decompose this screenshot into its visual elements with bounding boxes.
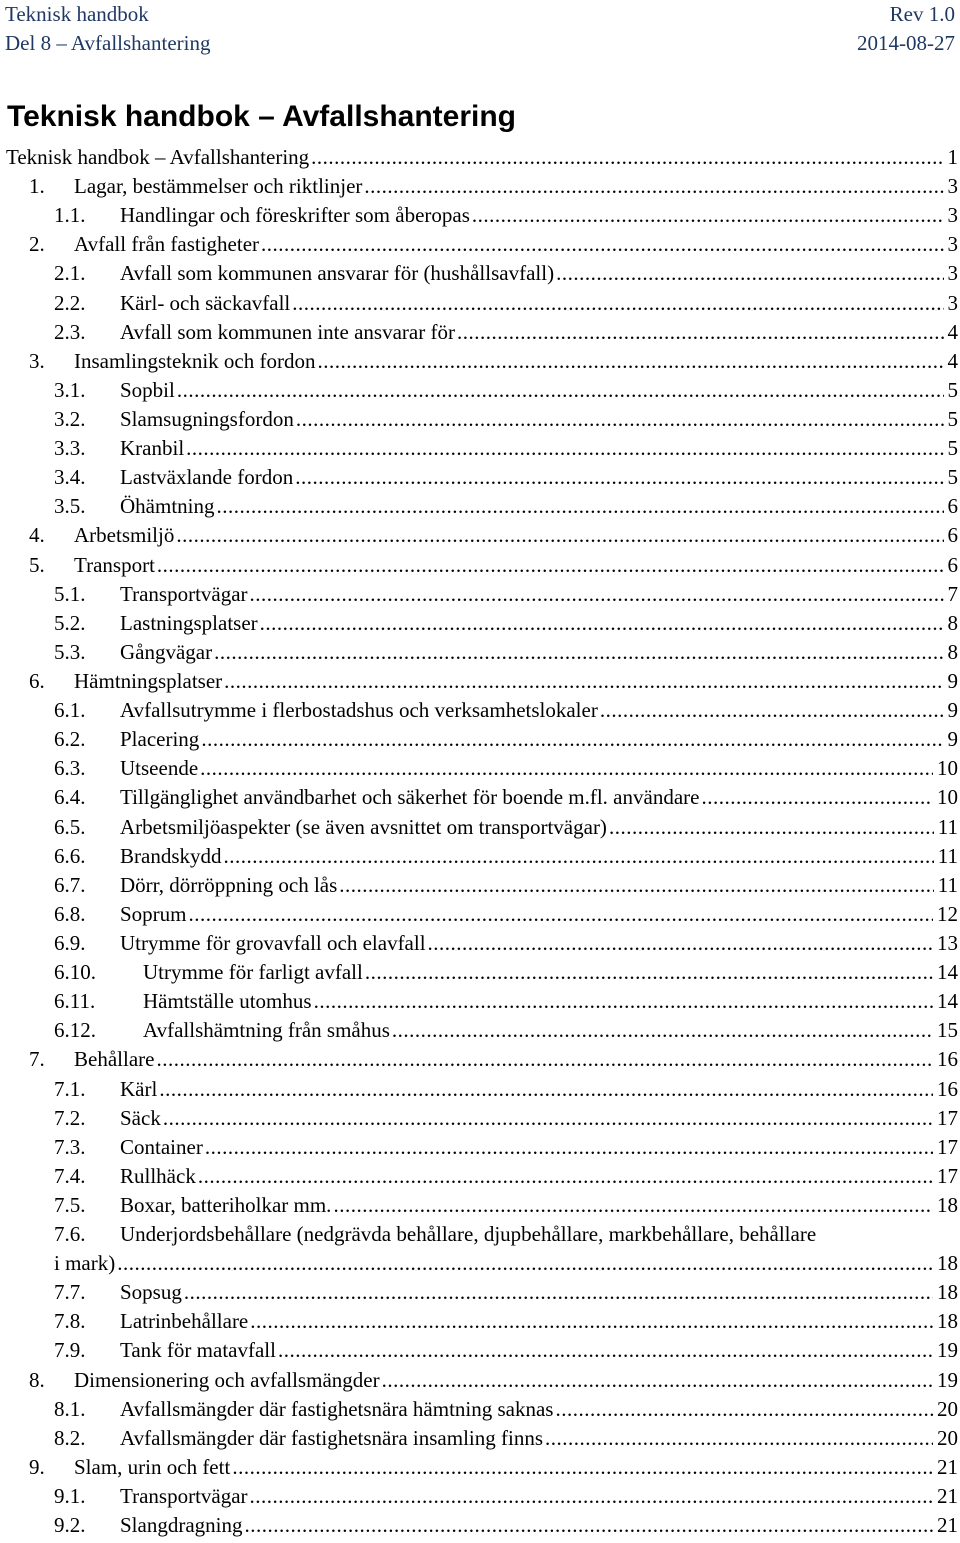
toc-entry-title: Dimensionering och avfallsmängder — [74, 1367, 380, 1392]
toc-page-number: 17 — [937, 1163, 958, 1188]
toc-entry-title: Teknisk handbok – Avfallshantering — [6, 145, 310, 169]
toc-page-number: 20 — [937, 1425, 958, 1450]
toc-entry[interactable] — [0, 1307, 960, 1336]
toc-entry-number: 9. — [29, 1454, 45, 1479]
toc-entry-title: Slam, urin och fett — [74, 1454, 231, 1479]
toc-entry-title: Avfall som kommunen inte ansvarar för — [120, 319, 455, 344]
toc-page-number: 5 — [947, 406, 958, 431]
header-section-name: Del 8 – Avfallshantering — [5, 31, 211, 55]
toc-entry[interactable] — [0, 1016, 960, 1045]
toc-entry[interactable] — [0, 813, 960, 842]
toc-page-number: 3 — [947, 174, 958, 199]
toc-page-number: 19 — [937, 1338, 958, 1363]
toc-page-number: 3 — [947, 290, 958, 315]
toc-page-number: 13 — [937, 930, 958, 955]
toc-page-number: 3 — [947, 261, 958, 286]
toc-page-number: 14 — [937, 960, 958, 985]
toc-entry[interactable] — [0, 376, 960, 405]
toc-entry-title: Handlingar och föreskrifter som åberopas — [120, 203, 470, 228]
toc-entry-title: Utrymme för farligt avfall — [143, 960, 363, 985]
toc-entry-number: 8.2. — [54, 1425, 86, 1450]
toc-entry[interactable] — [0, 1482, 960, 1511]
toc-entry-number: 7.6. — [54, 1222, 86, 1247]
toc-entry-number: 6.11. — [54, 989, 96, 1014]
toc-entry-line — [54, 871, 958, 900]
toc-entry-title: Dörr, dörröppning och lås — [120, 872, 338, 897]
toc-entry-title: Boxar, batteriholkar mm. — [120, 1192, 332, 1217]
toc-page-number: 8 — [947, 610, 958, 635]
toc-entry-title: Underjordsbehållare (nedgrävda behållare, djupbehållare, markbehållare, behållare — [120, 1222, 817, 1247]
toc-dot-leader — [317, 347, 943, 376]
toc-entry-title: Arbetsmiljöaspekter (se även avsnittet om transportvägar) — [120, 814, 607, 839]
toc-dot-leader — [701, 783, 933, 812]
toc-entry[interactable] — [0, 1220, 960, 1249]
toc-dot-leader — [224, 842, 934, 871]
toc-entry-number: 7.2. — [54, 1105, 86, 1130]
toc-dot-leader — [200, 754, 933, 783]
toc-entry-line — [54, 580, 958, 609]
toc-entry[interactable] — [0, 929, 960, 958]
toc-entry-line — [29, 172, 958, 201]
toc-dot-leader — [224, 667, 943, 696]
toc-entry[interactable] — [0, 1453, 960, 1482]
toc-entry-title: Kärl — [120, 1076, 158, 1101]
toc-page-number: 21 — [937, 1454, 958, 1479]
toc-page-number: 7 — [947, 581, 958, 606]
toc-entry-number: 6.8. — [54, 901, 86, 926]
toc-entry[interactable] — [0, 405, 960, 434]
toc-entry-line — [54, 1278, 958, 1307]
toc-entry-title: Transportvägar — [120, 1484, 248, 1509]
toc-entry-title: Hämtställe utomhus — [143, 989, 312, 1014]
toc-dot-leader — [365, 958, 933, 987]
toc-page-number: 4 — [947, 348, 958, 373]
toc-page-number: 5 — [947, 377, 958, 402]
toc-entry[interactable] — [0, 638, 960, 667]
toc-entry-number: 6.6. — [54, 843, 86, 868]
toc-page-number: 4 — [947, 319, 958, 344]
toc-entry-line — [54, 987, 958, 1016]
toc-entry-number: 3.5. — [54, 494, 86, 519]
toc-entry-line — [54, 1191, 958, 1220]
toc-entry[interactable] — [0, 1045, 960, 1074]
toc-entry[interactable] — [0, 987, 960, 1016]
toc-page-number: 18 — [937, 1192, 958, 1217]
toc-entry[interactable] — [0, 1278, 960, 1307]
toc-page-number: 10 — [937, 756, 958, 781]
toc-entry-title: Avfall från fastigheter — [74, 232, 260, 257]
toc-entry-line — [54, 1424, 958, 1453]
toc-entry-number: 1.1. — [54, 203, 86, 228]
header-doc-name: Teknisk handbok — [5, 2, 149, 26]
toc-dot-leader — [177, 376, 944, 405]
toc-dot-leader — [157, 551, 944, 580]
toc-page-number: 10 — [937, 785, 958, 810]
toc-entry-title: Avfallshämtning från småhus — [143, 1018, 390, 1043]
toc-entry-line — [54, 1016, 958, 1045]
toc-page-number: 15 — [937, 1018, 958, 1043]
toc-entry-title: Avfallsmängder där fastighetsnära insamling finns — [120, 1425, 543, 1450]
toc-entry-title: i mark) — [54, 1251, 116, 1276]
toc-entry-line — [54, 609, 958, 638]
toc-entry[interactable] — [0, 1104, 960, 1133]
toc-entry[interactable] — [0, 1075, 960, 1104]
toc-dot-leader — [392, 1016, 933, 1045]
toc-dot-leader — [333, 1191, 933, 1220]
toc-page-number: 17 — [937, 1105, 958, 1130]
toc-entry[interactable] — [0, 1511, 960, 1540]
toc-page-number: 1 — [947, 145, 958, 169]
toc-dot-leader — [186, 434, 943, 463]
toc-page-number: 16 — [937, 1047, 958, 1072]
toc-entry-number: 6. — [29, 668, 45, 693]
toc-dot-leader — [260, 609, 944, 638]
toc-entry-line — [54, 289, 958, 318]
toc-entry-line — [54, 1249, 958, 1278]
toc-entry-line — [54, 813, 958, 842]
toc-entry-line — [29, 1045, 958, 1074]
toc-entry[interactable] — [0, 1133, 960, 1162]
toc-entry-title: Utrymme för grovavfall och elavfall — [120, 930, 426, 955]
toc-dot-leader — [556, 259, 943, 288]
toc-entry-title: Container — [120, 1134, 203, 1159]
toc-entry-line — [54, 259, 958, 288]
toc-entry-line — [6, 143, 958, 172]
toc-entry-title: Lastväxlande fordon — [120, 465, 294, 490]
toc-page-number: 11 — [937, 843, 958, 868]
toc-dot-leader — [296, 405, 944, 434]
toc-dot-leader — [545, 1424, 933, 1453]
toc-entry-title: Placering — [120, 727, 200, 752]
toc-entry-title: Säck — [120, 1105, 161, 1130]
toc-entry-line — [54, 201, 958, 230]
toc-entry-title: Brandskydd — [120, 843, 222, 868]
toc-entry[interactable] — [0, 609, 960, 638]
toc-entry-number: 6.12. — [54, 1018, 96, 1043]
toc-entry[interactable] — [0, 463, 960, 492]
toc-dot-leader — [600, 696, 944, 725]
toc-entry-title: Latrinbehållare — [120, 1309, 249, 1334]
toc-entry[interactable] — [0, 842, 960, 871]
toc-page-number: 8 — [947, 639, 958, 664]
toc-entry-number: 3.3. — [54, 436, 86, 461]
toc-page-number: 21 — [937, 1513, 958, 1538]
toc-entry-number: 6.1. — [54, 698, 86, 723]
toc-entry-title: Rullhäck — [120, 1163, 196, 1188]
toc-entry-number: 6.7. — [54, 872, 86, 897]
toc-entry-line — [29, 521, 958, 550]
toc-entry-line — [54, 929, 958, 958]
toc-dot-leader — [295, 463, 943, 492]
toc-entry-title: Avfallsutrymme i flerbostadshus och verksamhetslokaler — [120, 698, 598, 723]
toc-entry-title: Slamsugningsfordon — [120, 406, 294, 431]
toc-dot-leader — [472, 201, 944, 230]
toc-entry-number: 7.5. — [54, 1192, 86, 1217]
toc-dot-leader — [156, 1045, 933, 1074]
toc-entry-title: Lagar, bestämmelser och riktlinjer — [74, 174, 363, 199]
toc-page-number: 14 — [937, 989, 958, 1014]
toc-entry[interactable] — [0, 754, 960, 783]
toc-entry-line — [54, 783, 958, 812]
toc-entry-line — [29, 551, 958, 580]
toc-dot-leader — [609, 813, 934, 842]
toc-entry-line — [54, 1482, 958, 1511]
toc-entry-line — [54, 1220, 818, 1249]
toc-entry-title: Hämtningsplatser — [74, 668, 223, 693]
toc-entry-number: 2.1. — [54, 261, 86, 286]
toc-entry-number: 3. — [29, 348, 45, 373]
toc-entry-title: Kärl- och säckavfall — [120, 290, 291, 315]
toc-page-number: 16 — [937, 1076, 958, 1101]
toc-entry[interactable] — [0, 521, 960, 550]
toc-entry-title: Avfall som kommunen ansvarar för (hushållsavfall) — [120, 261, 555, 286]
toc-entry-line — [54, 376, 958, 405]
toc-entry-line — [54, 1075, 958, 1104]
toc-page-number: 11 — [937, 814, 958, 839]
toc-entry-title: Gångvägar — [120, 639, 213, 664]
toc-entry[interactable] — [0, 143, 960, 172]
toc-page-number: 18 — [937, 1280, 958, 1305]
toc-dot-leader — [250, 580, 944, 609]
toc-entry[interactable] — [0, 1249, 960, 1278]
toc-entry-line — [29, 1366, 958, 1395]
toc-page-number: 18 — [937, 1309, 958, 1334]
toc-entry-number: 3.4. — [54, 465, 86, 490]
toc-dot-leader — [244, 1511, 933, 1540]
toc-entry-line — [29, 230, 958, 259]
toc-page-number: 6 — [947, 523, 958, 548]
toc-page-number: 3 — [947, 232, 958, 257]
toc-entry[interactable] — [0, 871, 960, 900]
toc-entry-number: 5.3. — [54, 639, 86, 664]
toc-entry-number: 7.3. — [54, 1134, 86, 1159]
toc-entry-line — [54, 434, 958, 463]
toc-entry-title: Arbetsmiljö — [74, 523, 175, 548]
page-title: Teknisk handbok – Avfallshantering — [7, 100, 517, 133]
toc-dot-leader — [217, 492, 944, 521]
toc-dot-leader — [189, 900, 933, 929]
toc-dot-leader — [364, 172, 943, 201]
toc-entry-line — [54, 1511, 958, 1540]
toc-page-number: 9 — [947, 727, 958, 752]
toc-entry[interactable] — [0, 725, 960, 754]
toc-entry[interactable] — [0, 551, 960, 580]
toc-dot-leader — [311, 143, 943, 172]
toc-entry-line — [54, 1336, 958, 1365]
toc-page-number: 20 — [937, 1396, 958, 1421]
toc-entry[interactable] — [0, 958, 960, 987]
toc-dot-leader — [314, 987, 933, 1016]
toc-entry-title: Lastningsplatser — [120, 610, 258, 635]
toc-entry[interactable] — [0, 201, 960, 230]
toc-entry-number: 6.3. — [54, 756, 86, 781]
toc-entry[interactable] — [0, 434, 960, 463]
toc-entry-title: Tillgänglighet användbarhet och säkerhet för boende m.fl. användare — [120, 785, 700, 810]
toc-entry-number: 7.4. — [54, 1163, 86, 1188]
toc-dot-leader — [163, 1104, 933, 1133]
toc-entry-number: 3.2. — [54, 406, 86, 431]
toc-page-number: 5 — [947, 436, 958, 461]
toc-dot-leader — [176, 521, 943, 550]
toc-entry[interactable] — [0, 1336, 960, 1365]
toc-entry-number: 7. — [29, 1047, 45, 1072]
toc-entry-number: 7.1. — [54, 1076, 86, 1101]
toc-dot-leader — [250, 1307, 933, 1336]
toc-dot-leader — [250, 1482, 933, 1511]
toc-entry-title: Transportvägar — [120, 581, 248, 606]
toc-dot-leader — [292, 289, 943, 318]
toc-entry-title: Soprum — [120, 901, 187, 926]
toc-dot-leader — [339, 871, 933, 900]
toc-entry-number: 8.1. — [54, 1396, 86, 1421]
toc-dot-leader — [261, 230, 943, 259]
toc-entry-line — [54, 842, 958, 871]
toc-entry[interactable] — [0, 696, 960, 725]
toc-page-number: 12 — [937, 901, 958, 926]
toc-entry[interactable] — [0, 1191, 960, 1220]
toc-dot-leader — [555, 1395, 933, 1424]
toc-entry-number: 8. — [29, 1367, 45, 1392]
toc-entry-number: 9.2. — [54, 1513, 86, 1538]
toc-entry[interactable] — [0, 667, 960, 696]
toc-entry-number: 9.1. — [54, 1484, 86, 1509]
toc-entry[interactable] — [0, 347, 960, 376]
toc-dot-leader — [117, 1249, 933, 1278]
toc-dot-leader — [278, 1336, 933, 1365]
toc-entry[interactable] — [0, 289, 960, 318]
toc-entry-number: 6.10. — [54, 960, 96, 985]
toc-entry-title: Utseende — [120, 756, 199, 781]
toc-entry-line — [54, 405, 958, 434]
toc-page-number: 17 — [937, 1134, 958, 1159]
toc-entry-line — [54, 1104, 958, 1133]
toc-entry-line — [29, 1453, 958, 1482]
toc-entry-number: 2.2. — [54, 290, 86, 315]
toc-entry-line — [54, 1133, 958, 1162]
toc-entry-line — [54, 696, 958, 725]
toc-entry-number: 6.9. — [54, 930, 86, 955]
toc-page-number: 21 — [937, 1484, 958, 1509]
toc-entry-title: Öhämtning — [120, 494, 215, 519]
toc-entry[interactable] — [0, 172, 960, 201]
toc-page-number: 5 — [947, 465, 958, 490]
toc-entry[interactable] — [0, 492, 960, 521]
toc-page-number: 18 — [937, 1251, 958, 1276]
table-of-contents — [0, 143, 960, 1540]
toc-entry-line — [54, 318, 958, 347]
toc-entry-line — [54, 463, 958, 492]
toc-entry[interactable] — [0, 580, 960, 609]
toc-entry-line — [54, 754, 958, 783]
toc-dot-leader — [184, 1278, 933, 1307]
toc-entry[interactable] — [0, 318, 960, 347]
toc-entry-number: 5.1. — [54, 581, 86, 606]
header-revision: Rev 1.0 — [889, 2, 955, 26]
toc-entry-line — [54, 725, 958, 754]
toc-entry-number: 6.2. — [54, 727, 86, 752]
toc-dot-leader — [428, 929, 933, 958]
toc-entry-line — [54, 638, 958, 667]
toc-entry[interactable] — [0, 259, 960, 288]
toc-entry-title: Transport — [74, 552, 155, 577]
toc-page-number: 9 — [947, 698, 958, 723]
toc-entry-line — [54, 958, 958, 987]
toc-page-number: 19 — [937, 1367, 958, 1392]
toc-entry-number: 5. — [29, 552, 45, 577]
toc-entry-line — [54, 492, 958, 521]
toc-entry[interactable] — [0, 900, 960, 929]
toc-entry-title: Tank för matavfall — [120, 1338, 276, 1363]
toc-entry[interactable] — [0, 1395, 960, 1424]
toc-dot-leader — [205, 1133, 933, 1162]
toc-entry-line — [29, 667, 958, 696]
toc-entry-title: Kranbil — [120, 436, 185, 461]
toc-entry-title: Avfallsmängder där fastighetsnära hämtning saknas — [120, 1396, 554, 1421]
header-date: 2014-08-27 — [857, 31, 955, 55]
toc-page-number: 9 — [947, 668, 958, 693]
toc-dot-leader — [198, 1162, 933, 1191]
toc-entry-number: 7.9. — [54, 1338, 86, 1363]
toc-entry-title: Sopbil — [120, 377, 175, 402]
toc-dot-leader — [201, 725, 943, 754]
toc-entry[interactable] — [0, 1424, 960, 1453]
toc-entry-line — [54, 900, 958, 929]
toc-entry-number: 4. — [29, 523, 45, 548]
toc-entry-number: 2.3. — [54, 319, 86, 344]
toc-entry[interactable] — [0, 1162, 960, 1191]
toc-entry[interactable] — [0, 1366, 960, 1395]
toc-entry-title: Slangdragning — [120, 1513, 243, 1538]
toc-entry-number: 3.1. — [54, 377, 86, 402]
toc-dot-leader — [232, 1453, 933, 1482]
toc-dot-leader — [159, 1075, 933, 1104]
toc-entry-number: 1. — [29, 174, 45, 199]
toc-dot-leader — [214, 638, 943, 667]
toc-entry-number: 6.4. — [54, 785, 86, 810]
toc-dot-leader — [382, 1366, 933, 1395]
toc-entry-number: 7.8. — [54, 1309, 86, 1334]
toc-entry-line — [29, 347, 958, 376]
toc-page-number: 3 — [947, 203, 958, 228]
toc-entry-number: 2. — [29, 232, 45, 257]
toc-entry[interactable] — [0, 230, 960, 259]
toc-entry-number: 5.2. — [54, 610, 86, 635]
toc-entry-line — [54, 1162, 958, 1191]
toc-entry-number: 6.5. — [54, 814, 86, 839]
toc-entry-number: 7.7. — [54, 1280, 86, 1305]
toc-dot-leader — [457, 318, 944, 347]
toc-entry-line — [54, 1395, 958, 1424]
toc-entry-line — [54, 1307, 958, 1336]
toc-entry-title: Insamlingsteknik och fordon — [74, 348, 316, 373]
toc-entry-title: Behållare — [74, 1047, 155, 1072]
toc-page-number: 6 — [947, 552, 958, 577]
toc-entry[interactable] — [0, 783, 960, 812]
toc-entry-title: Sopsug — [120, 1280, 182, 1305]
toc-page-number: 11 — [937, 872, 958, 897]
toc-page-number: 6 — [947, 494, 958, 519]
